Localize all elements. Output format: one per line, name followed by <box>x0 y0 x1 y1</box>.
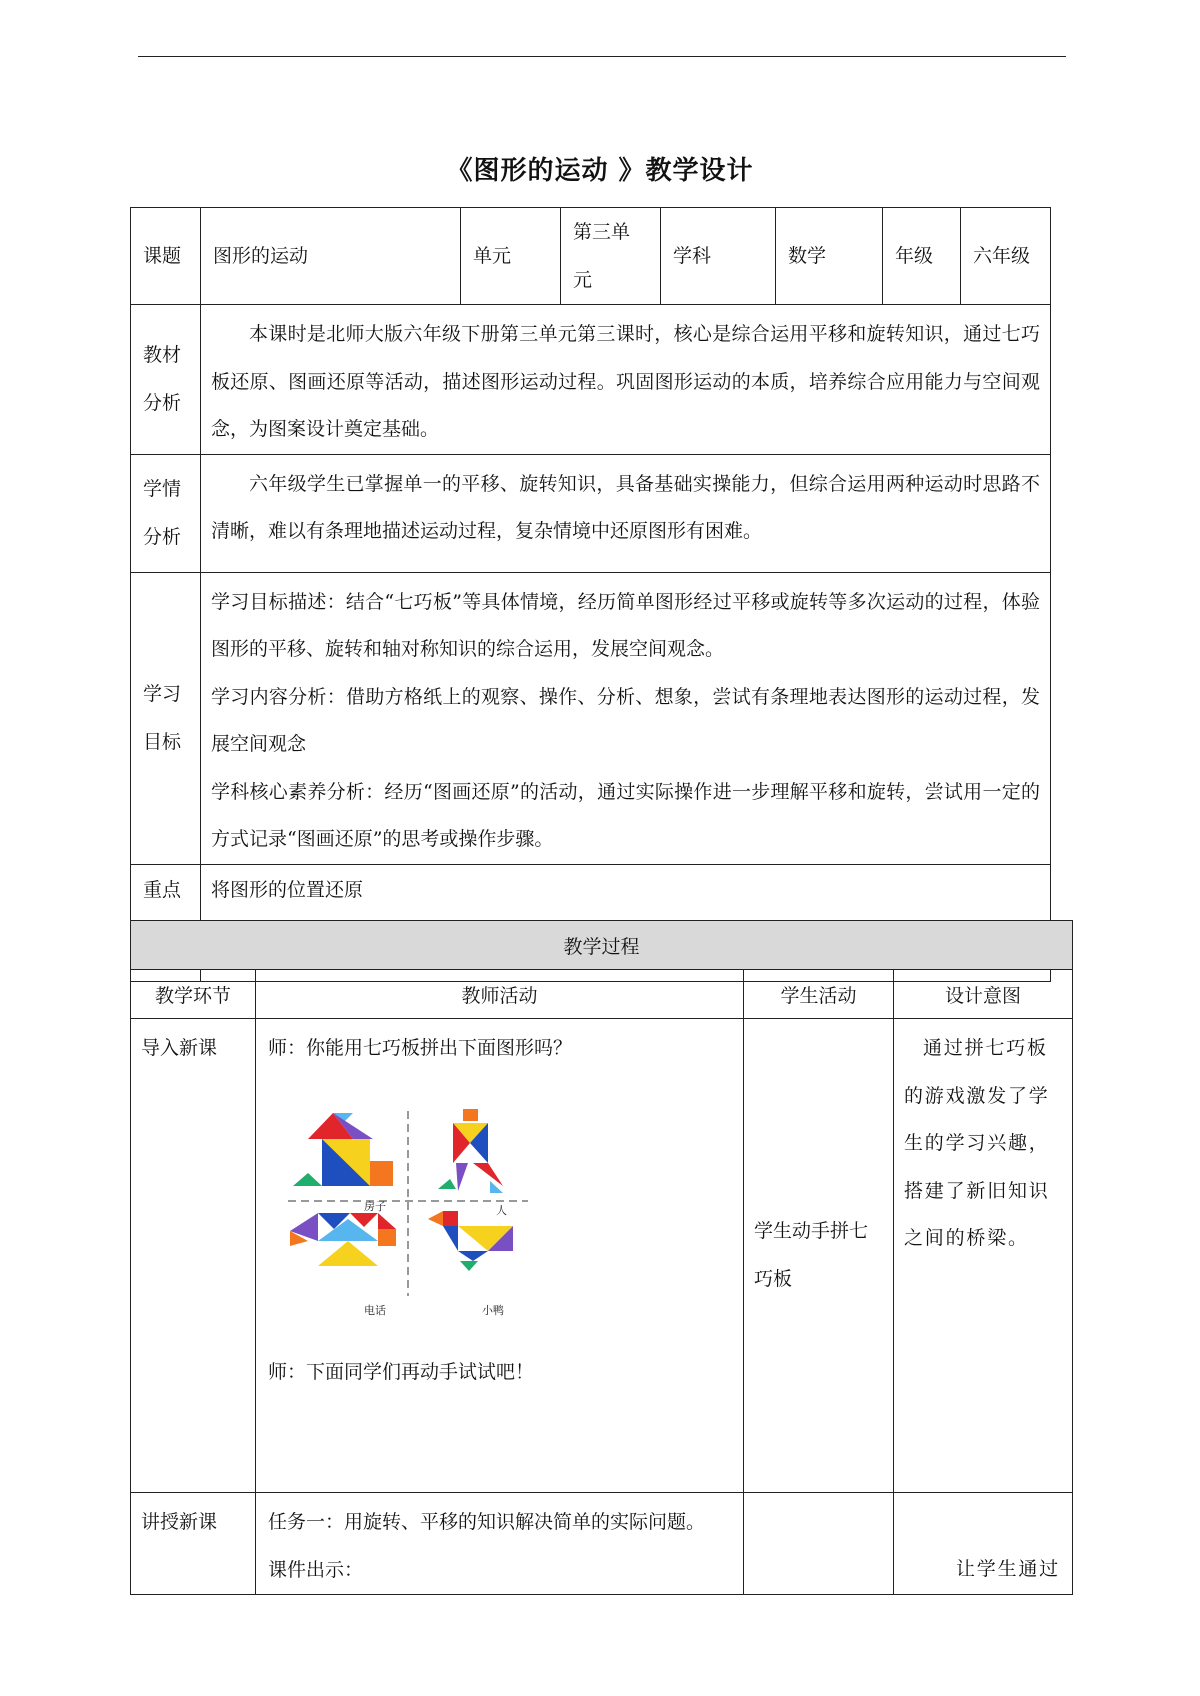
key-point-text: 将图形的位置还原 <box>201 864 1051 932</box>
house-shape <box>293 1113 393 1186</box>
info-table <box>130 207 1051 982</box>
design-intent-cell: 让学生通过 <box>894 1493 1073 1595</box>
label-line-2: 分析 <box>143 526 182 548</box>
caption-duck: 小鸭 <box>482 1303 504 1317</box>
process-banner: 教学过程 <box>131 921 1073 970</box>
teacher-line-1: 任务一：用旋转、平移的知识解决简单的实际问题。 <box>268 1511 706 1533</box>
teacher-line-2: 课件出示： <box>268 1558 364 1581</box>
stage-cell: 讲授新课 <box>131 1493 256 1595</box>
teacher-line-2: 师：下面同学们再动手试试吧！ <box>268 1360 535 1383</box>
student-analysis-text <box>201 454 1051 572</box>
table-row <box>131 1493 1073 1595</box>
subject-label: 学科 <box>661 208 776 305</box>
label-line-1: 教材 <box>143 344 182 367</box>
course-value: 图形的运动 <box>201 208 461 305</box>
teacher-line-1: 师：你能用七巧板拼出下面图形吗？ <box>268 1037 573 1059</box>
course-label: 课题 <box>131 208 201 305</box>
stage-cell: 导入新课 <box>131 1019 256 1493</box>
label-line-1: 学习 <box>143 683 182 705</box>
textbook-analysis-label <box>131 305 201 455</box>
unit-value: 第三单元 <box>561 208 661 305</box>
student-activity-cell <box>744 1493 894 1595</box>
teacher-activity-cell <box>256 1019 744 1493</box>
design-intent-cell <box>894 1019 1073 1493</box>
grade-label: 年级 <box>883 208 961 305</box>
tangram-figure <box>278 1101 538 1317</box>
label-line-1: 学情 <box>143 478 182 500</box>
student-analysis-label <box>131 454 201 572</box>
header-rule <box>138 56 1066 57</box>
paragraph: 六年级学生已掌握单一的平移、旋转知识，具备基础实操能力，但综合运用两种运动时思路不清晰，难以有条理地描述运动过程，复杂情境中还原图形有困难。 <box>211 472 1040 542</box>
label-line-2: 分析 <box>143 392 182 415</box>
subject-value: 数学 <box>776 208 883 305</box>
textbook-analysis-text <box>201 305 1051 455</box>
header-stage: 教学环节 <box>131 970 256 1019</box>
header-teacher: 教师活动 <box>256 970 744 1019</box>
header-student: 学生活动 <box>744 970 894 1019</box>
grade-value: 六年级 <box>961 208 1051 305</box>
doc-title: 《图形的运动 》教学设计 <box>446 156 754 186</box>
objective-content: 学习内容分析：借助方格纸上的观察、操作、分析、想象，尝试有条理地表达图形的运动过程，发展空间观念 <box>211 685 1040 755</box>
caption-house: 房子 <box>364 1199 386 1213</box>
caption-person: 人 <box>496 1203 507 1217</box>
student-activity-cell: 学生动手拼七巧板 <box>744 1019 894 1493</box>
unit-label: 单元 <box>461 208 561 305</box>
paragraph: 本课时是北师大版六年级下册第三单元第三课时，核心是综合运用平移和旋转知识，通过七巧板还原、图画还原等活动，描述图形运动过程。巩固图形运动的本质，培养综合应用能力与空间观念，为图案设计奠定基础。 <box>211 323 1040 440</box>
table-row <box>131 1019 1073 1493</box>
label-line-2: 目标 <box>143 731 182 753</box>
process-table <box>130 920 1073 1595</box>
objectives-text <box>201 572 1051 864</box>
caption-phone: 电话 <box>364 1303 386 1317</box>
intent-text: 通过拼七巧板的游戏激发了学生的学习兴趣，搭建了新旧知识之间的桥梁。 <box>904 1037 1050 1249</box>
objective-core: 学科核心素养分析：经历“图画还原”的活动，通过实际操作进一步理解平移和旋转，尝试用一定的方式记录“图画还原”的思考或操作步骤。 <box>211 780 1040 850</box>
objectives-label <box>131 572 201 864</box>
person-shape <box>438 1109 503 1193</box>
key-point-label: 重点 <box>131 864 201 932</box>
teacher-activity-cell <box>256 1493 744 1595</box>
objective-desc: 学习目标描述：结合“七巧板”等具体情境，经历简单图形经过平移或旋转等多次运动的过程，体验图形的平移、旋转和轴对称知识的综合运用，发展空间观念。 <box>211 590 1040 660</box>
header-intent: 设计意图 <box>894 970 1073 1019</box>
